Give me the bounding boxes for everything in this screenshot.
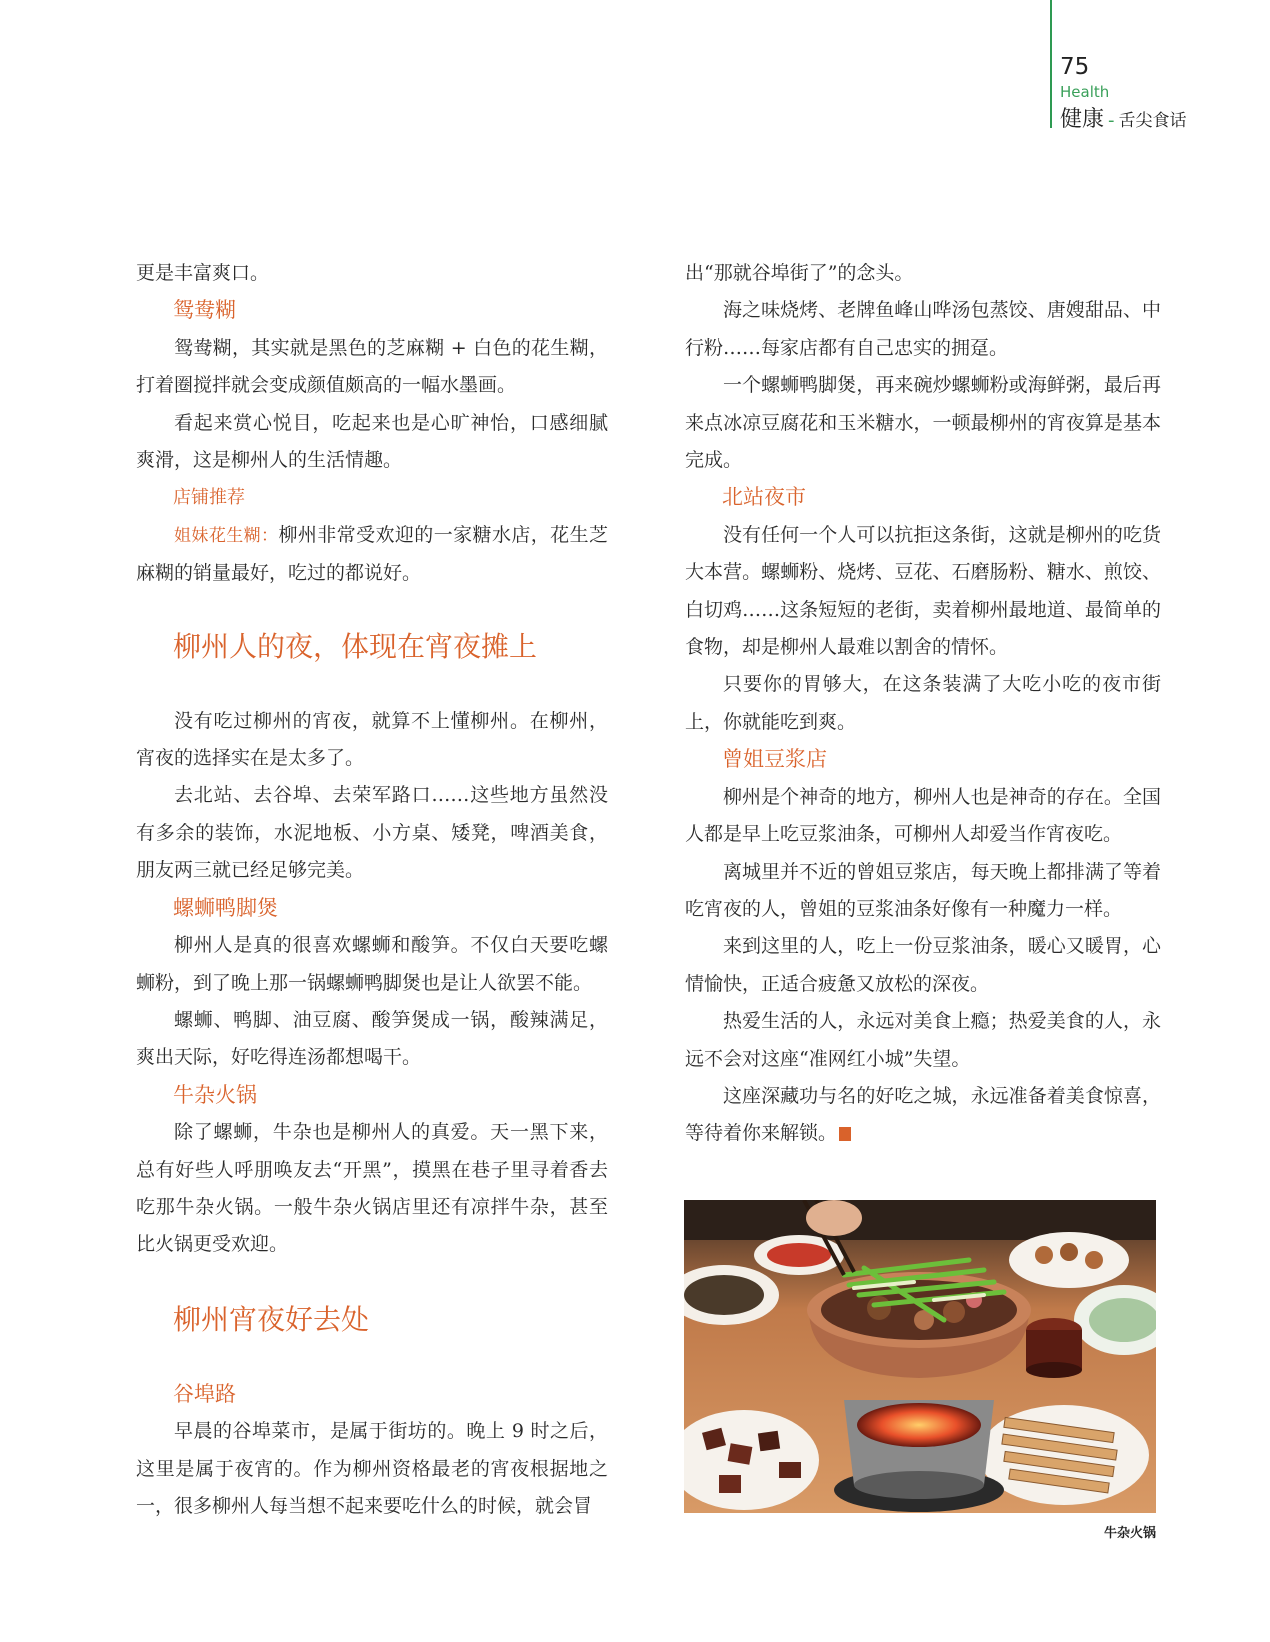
subheading-zengjie: 曾姐豆浆店: [722, 747, 827, 772]
subheading-niuza: 牛杂火锅: [173, 1082, 257, 1107]
paragraph: 出“那就谷埠街了”的念头。: [685, 262, 914, 284]
hotpot-illustration: [684, 1200, 1156, 1513]
article-column-left: [136, 255, 608, 1525]
section-title: 健康: [1060, 107, 1105, 132]
paragraph: 柳州人是真的很喜欢螺蛳和酸笋。不仅白天要吃螺蛳粉，到了晚上那一锅螺蛳鸭脚煲也是让人欲罢不能。: [136, 934, 608, 994]
paragraph: 去北站、去谷埠、去荣军路口……这些地方虽然没有多余的装饰，水泥地板、小方桌、矮凳，啤酒美食，朋友两三就已经足够完美。: [136, 784, 608, 882]
store-name: 姐妹花生糊：: [174, 525, 279, 546]
subheading-store-recommendation: 店铺推荐: [173, 487, 245, 509]
subheading-beizhan: 北站夜市: [722, 485, 806, 510]
store-recommendation: [136, 517, 608, 593]
paragraph: 没有任何一个人可以抗拒这条街，这就是柳州的吃货大本营。螺蛳粉、烧烤、豆花、石磨肠粉、糖水、煎饺、白切鸡……这条短短的老街，卖着柳州最地道、最简单的食物，却是柳州人最难以割舍的情怀。: [685, 523, 1161, 659]
paragraph: 热爱生活的人，永远对美食上瘾；热爱美食的人，永远不会对这座“准网红小城”失望。: [685, 1010, 1161, 1070]
paragraph: 海之味烧烤、老牌鱼峰山哗汤包蒸饺、唐嫂甜品、中行粉……每家店都有自己忠实的拥趸。: [685, 299, 1161, 359]
subheading-gubu: 谷埠路: [173, 1381, 236, 1406]
paragraph: 除了螺蛳，牛杂也是柳州人的真爱。天一黑下来，总有好些人呼朋唤友去“开黑”，摸黑在巷子里寻着香去吃那牛杂火锅。一般牛杂火锅店里还有凉拌牛杂，甚至比火锅更受欢迎。: [136, 1121, 608, 1256]
paragraph: 一个螺蛳鸭脚煲，再来碗炒螺蛳粉或海鲜粥，最后再来点冰凉豆腐花和玉米糖水，一顿最柳州的宵夜算是基本完成。: [685, 374, 1161, 472]
paragraph-final: [685, 1078, 1161, 1153]
section-separator: -: [1108, 110, 1115, 131]
subheading-yuanyang: 鸳鸯糊: [173, 298, 236, 323]
photo-caption: 牛杂火锅: [1103, 1526, 1156, 1541]
paragraph: 鸳鸯糊，其实就是黑色的芝麻糊 + 白色的花生糊，打着圈搅拌就会变成颜值颇高的一幅水墨画。: [136, 336, 608, 397]
section-heading-night: 柳州人的夜，体现在宵夜摊上: [173, 629, 538, 663]
page-number: 75: [1060, 54, 1090, 80]
paragraph: 只要你的胃够大，在这条装满了大吃小吃的夜市街上，你就能吃到爽。: [685, 673, 1161, 733]
paragraph: 早晨的谷埠菜市，是属于街坊的。晚上 9 时之后，这里是属于夜宵的。作为柳州资格最老的宵夜根据地之一，很多柳州人每当想不起来要吃什么的时候，就会冒: [136, 1420, 608, 1517]
paragraph: 看起来赏心悦目，吃起来也是心旷神怡，口感细腻爽滑，这是柳州人的生活情趣。: [136, 411, 608, 472]
paragraph: 柳州是个神奇的地方，柳州人也是神奇的存在。全国人都是早上吃豆浆油条，可柳州人却爱当作宵夜吃。: [685, 785, 1161, 846]
section-heading-places: 柳州宵夜好去处: [173, 1302, 370, 1336]
subsection-title: 舌尖食话: [1118, 111, 1187, 131]
paragraph: 来到这里的人，吃上一份豆浆油条，暖心又暖胃，心情愉快，正适合疲惫又放松的深夜。: [685, 935, 1161, 995]
section-label-en: Health: [1060, 83, 1110, 101]
end-mark-icon: S: [839, 1127, 851, 1141]
subheading-luosi: 螺蛳鸭脚煲: [173, 895, 278, 920]
header-rule: [1050, 0, 1052, 128]
article-column-right: [685, 255, 1161, 1153]
hotpot-photo: [684, 1200, 1156, 1513]
paragraph: 没有吃过柳州的宵夜，就算不上懂柳州。在柳州，宵夜的选择实在是太多了。: [136, 709, 608, 770]
paragraph: 更是丰富爽口。: [136, 262, 270, 284]
section-label-cn: [1060, 102, 1187, 133]
paragraph: 螺蛳、鸭脚、油豆腐、酸笋煲成一锅，酸辣满足，爽出天际，好吃得连汤都想喝干。: [136, 1008, 608, 1069]
final-text: 这座深藏功与名的好吃之城，永远准备着美食惊喜，等待着你来解锁。: [685, 1084, 1161, 1145]
store-description: 柳州非常受欢迎的一家糖水店，花生芝麻糊的销量最好，吃过的都说好。: [136, 523, 608, 585]
paragraph: 离城里并不近的曾姐豆浆店，每天晚上都排满了等着吃宵夜的人，曾姐的豆浆油条好像有一种魔力一样。: [685, 860, 1161, 920]
